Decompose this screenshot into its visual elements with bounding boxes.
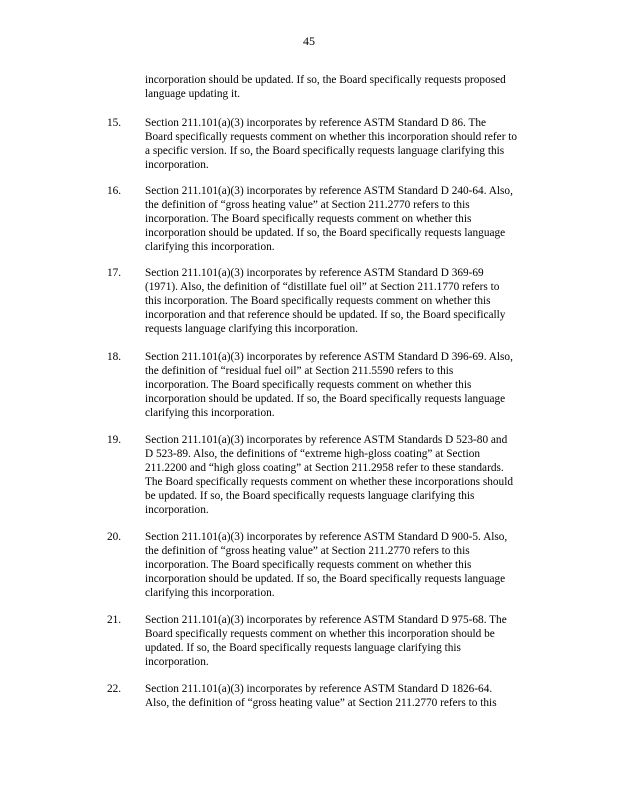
item-number: 17.: [107, 267, 122, 279]
item-text: [145, 184, 545, 254]
text-line: this incorporation. The Board specifically requests comment on whether this: [145, 295, 491, 308]
text-line: Board specifically requests comment on whether this incorporation should refer to: [145, 131, 518, 144]
text-line: updated. If so, the Board specifically requests language clarifying this: [145, 642, 461, 655]
text-line: incorporation should be updated. If so, the Board specifically requests proposed: [145, 74, 506, 86]
text-line: the definition of “residual fuel oil” at Section 211.5590 refers to this: [145, 365, 454, 378]
item-text: [145, 682, 545, 710]
page-number: 45: [303, 34, 315, 48]
text-line: incorporation.: [145, 159, 209, 172]
item-text: [145, 530, 545, 600]
item-number: 18.: [107, 351, 122, 363]
item-number: 16.: [107, 185, 122, 197]
text-line: incorporation.: [145, 504, 209, 517]
item-text: [145, 433, 545, 518]
text-line: 211.2200 and “high gloss coating” at Section 211.2958 refer to these standards.: [145, 462, 504, 475]
item-text: [145, 350, 545, 420]
text-line: language updating it.: [145, 88, 241, 101]
text-line: a specific version. If so, the Board specifically requests language clarifying this: [145, 145, 505, 158]
text-line: incorporation should be updated. If so, the Board specifically requests language: [145, 573, 506, 586]
text-line: The Board specifically requests comment on whether these incorporations should: [145, 476, 513, 489]
item-text: [145, 613, 545, 669]
text-line: incorporation should be updated. If so, the Board specifically requests language: [145, 227, 506, 240]
text-line: Section 211.101(a)(3) incorporates by reference ASTM Standards D 523-80 and: [145, 434, 508, 446]
text-line: (1971). Also, the definition of “distillate fuel oil” at Section 211.1770 refers to: [145, 281, 500, 294]
text-line: incorporation should be updated. If so, the Board specifically requests language: [145, 393, 506, 406]
text-line: incorporation and that reference should be updated. If so, the Board specifically: [145, 309, 506, 322]
text-line: incorporation.: [145, 656, 209, 669]
text-line: the definition of “gross heating value” at Section 211.2770 refers to this: [145, 545, 470, 558]
item-number: 21.: [107, 614, 122, 626]
text-line: Board specifically requests comment on whether this incorporation should be: [145, 628, 495, 641]
text-line: clarifying this incorporation.: [145, 587, 275, 600]
text-line: Section 211.101(a)(3) incorporates by reference ASTM Standard D 1826-64.: [145, 683, 493, 695]
text-line: incorporation. The Board specifically requests comment on whether this: [145, 379, 472, 392]
item-number: 22.: [107, 683, 122, 695]
text-line: Section 211.101(a)(3) incorporates by reference ASTM Standard D 240-64. Also,: [145, 185, 513, 197]
text-line: Section 211.101(a)(3) incorporates by reference ASTM Standard D 900-5. Also,: [145, 531, 508, 543]
text-line: the definition of “gross heating value” at Section 211.2770 refers to this: [145, 199, 470, 212]
item-number: 15.: [107, 117, 122, 129]
text-line: incorporation. The Board specifically requests comment on whether this: [145, 559, 472, 572]
item-number: 20.: [107, 531, 122, 543]
text-line: Section 211.101(a)(3) incorporates by reference ASTM Standard D 975-68. The: [145, 614, 507, 626]
text-line: clarifying this incorporation.: [145, 241, 275, 254]
text-line: Section 211.101(a)(3) incorporates by reference ASTM Standard D 396-69. Also,: [145, 351, 513, 363]
continuation-text: [145, 73, 545, 101]
text-line: clarifying this incorporation.: [145, 407, 275, 420]
text-line: D 523-89. Also, the definitions of “extreme high-gloss coating” at Section: [145, 448, 481, 461]
item-number: 19.: [107, 434, 122, 446]
text-line: Section 211.101(a)(3) incorporates by reference ASTM Standard D 86. The: [145, 117, 487, 129]
text-line: Also, the definition of “gross heating value” at Section 211.2770 refers to this: [145, 697, 497, 710]
text-line: be updated. If so, the Board specifically requests language clarifying this: [145, 490, 475, 503]
item-text: [145, 116, 545, 172]
text-line: requests language clarifying this incorporation.: [145, 323, 359, 336]
item-text: [145, 266, 545, 336]
text-line: Section 211.101(a)(3) incorporates by reference ASTM Standard D 369-69: [145, 267, 484, 279]
text-line: incorporation. The Board specifically requests comment on whether this: [145, 213, 472, 226]
